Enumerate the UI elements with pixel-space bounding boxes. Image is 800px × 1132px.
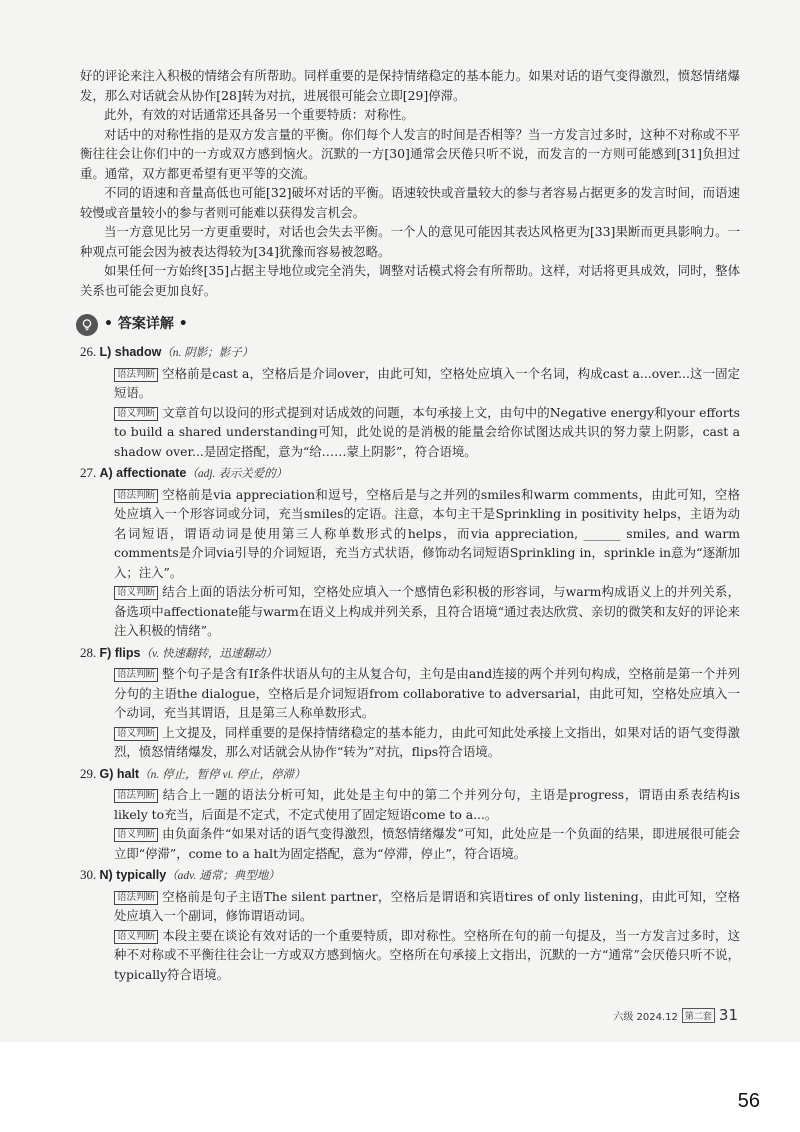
question-number: 29. — [80, 765, 97, 781]
judgement-tag: 语义判断 — [114, 727, 158, 741]
passage-paragraph-1: 好的评论来注入积极的情绪会有所帮助。同样重要的是保持情绪稳定的基本能力。如果对话的语气变得激烈，愤怒情绪爆发，那么对话就会从协作[28]转为对抗，进展很可能会立即[29]停滞。 — [80, 68, 740, 103]
passage-paragraph-3: 对话中的对称性指的是双方发言量的平衡。你们每个人发言的时间是否相等？当一方发言过多时，这种不对称或不平衡往往会让你们中的一方或双方感到恼火。沉默的一方[30]通常会厌倦只听不说，而发言的一方则可能感到[31]负担过重。通常，双方都更希望有更平等的交流。 — [80, 126, 740, 181]
question-number: 26. — [80, 344, 97, 359]
answer-heading — [80, 342, 740, 364]
section-title: • 答案详解 • — [104, 316, 188, 333]
judgement-tag: 语法判断 — [114, 789, 158, 803]
passage-paragraph-6: 如果任何一方始终[35]占据主导地位或完全消失，调整对话模式将会有所帮助。这样，对话将更具成效，同时，整体关系也可能会更加良好。 — [80, 263, 740, 298]
answer-item — [80, 342, 740, 461]
answer-heading — [80, 463, 740, 485]
answer-word: G) halt — [99, 766, 140, 781]
answer-item — [80, 643, 740, 762]
passage-paragraph-5: 当一方意见比另一方更重要时，对话也会失去平衡。一个人的意见可能因其表达风格更为[33]果断而更具影响力。一种观点可能会因为被表达得较为[34]犹豫而容易被忽略。 — [80, 224, 740, 259]
explanation-block — [114, 824, 740, 863]
explanation-block — [114, 664, 740, 723]
question-number: 27. — [80, 465, 97, 480]
question-number: 28. — [80, 644, 97, 660]
answer-list — [80, 342, 740, 984]
judgement-tag: 语法判断 — [114, 891, 158, 905]
explanation-block — [114, 785, 740, 824]
judgement-tag: 语义判断 — [114, 930, 158, 944]
explanation-block — [114, 582, 740, 641]
answer-item — [80, 764, 740, 864]
answer-explanation-header — [76, 314, 740, 336]
answer-gloss: （adj. 表示关爱的） — [186, 468, 288, 480]
page-footer — [613, 1006, 738, 1024]
question-number: 30. — [80, 867, 97, 882]
explanation-text: 结合上一题的语法分析可知，此处是主句中的第二个并列分句，主语是progress，谓语由系表结构is likely to充当，后面是不定式，不定式使用了固定短语come to a...。 — [114, 787, 740, 822]
answer-word: F) flips — [99, 645, 141, 660]
explanation-text: 上文提及，同样重要的是保持情绪稳定的基本能力，由此可知此处承接上文指出，如果对话的语气变得激烈，愤怒情绪爆发，那么对话就会从协作“转为”对抗，flips符合语境。 — [114, 724, 740, 759]
answer-gloss: （v. 快速翻转，迅速翻动） — [140, 647, 277, 660]
explanation-block — [114, 364, 740, 403]
passage-paragraph-4: 不同的语速和音量高低也可能[32]破坏对话的平衡。语速较快或音量较大的参与者容易占据更多的发言时间，而语速较慢或音量较小的参与者则可能难以获得发言机会。 — [80, 185, 740, 220]
explanation-text: 整个句子是含有If条件状语从句的主从复合句，主句是由and连接的两个并列句构成，空格前是第一个并列分句的主语the dialogue，空格后是介词短语from collaborative to adversarial，由此可知，空格处应填入一个动词，充当其谓语，且是第三人称单数形式。 — [114, 666, 740, 720]
explanation-text: 空格前是via appreciation和逗号，空格后是与之并列的smiles和warm comments，由此可知，空格处应填入一个形容词或分词，充当smiles的定语。注意，本句主干是Sprinkling in positivity helps，主语为动名词短语，谓语动词是使用第三人称单数形式的helps，而via appreciation, ______ smiles, and warm comments是介词via引导的介词短语，充当方式状语，修饰动名词短语Sprinkling in，sprinkle in意为“逐渐加入；注入”。 — [114, 486, 740, 580]
answer-word: N) typically — [99, 868, 167, 882]
answer-item — [80, 865, 740, 984]
answer-heading — [80, 764, 740, 786]
issue-box: 第二套 — [682, 1008, 715, 1023]
explanation-block — [114, 926, 740, 985]
answer-word: L) shadow — [99, 345, 162, 359]
scan-page-number: 56 — [737, 1090, 760, 1112]
judgement-tag: 语法判断 — [114, 668, 158, 682]
answer-word: A) affectionate — [99, 466, 187, 480]
page-content — [80, 66, 740, 984]
explanation-text: 空格前是cast a，空格后是介词over，由此可知，空格处应填入一个名词，构成cast a...over...这一固定短语。 — [114, 365, 740, 400]
explanation-block — [114, 403, 740, 462]
answer-item — [80, 463, 740, 641]
passage-paragraph-2: 此外，有效的对话通常还具备另一个重要特质：对称性。 — [104, 107, 414, 122]
judgement-tag: 语义判断 — [114, 407, 158, 421]
answer-gloss: （n. 停止，暂停 vi. 停止，停滞） — [139, 768, 306, 781]
judgement-tag: 语法判断 — [114, 489, 158, 503]
explanation-text: 本段主要在谈论有效对话的一个重要特质，即对称性。空格所在句的前一句提及，当一方发言过多时，这种不对称或不平衡往往会让一方或双方感到恼火。空格所在句承接上文指出，沉默的一方“通常”会厌倦只听不说，typically符合语境。 — [114, 927, 740, 982]
judgement-tag: 语义判断 — [114, 828, 158, 842]
explanation-block — [114, 723, 740, 762]
explanation-text: 空格前是句子主语The silent partner，空格后是谓语和宾语tires of only listening，由此可知，空格处应填入一个副词，修饰谓语动词。 — [114, 888, 740, 923]
page-number: 31 — [718, 1006, 738, 1024]
explanation-text: 文章首句以设问的形式提到对话成效的问题，本句承接上文，由句中的Negative energy和your efforts to build a shared understanding可知，此处说的是消极的能量会给你试图达成共识的努力蒙上阴影，cast a shadow over...是固定搭配，意为“给……蒙上阴影”，符合语境。 — [114, 404, 740, 459]
answer-gloss: （adv. 通常；典型地） — [166, 870, 280, 882]
answer-heading — [80, 865, 740, 887]
judgement-tag: 语法判断 — [114, 368, 158, 382]
explanation-block — [114, 485, 740, 583]
answer-gloss: （n. 阴影；影子） — [161, 347, 254, 359]
explanation-text: 由负面条件“如果对话的语气变得激烈，愤怒情绪爆发”可知，此处应是一个负面的结果，即进展很可能会立即“停滞”，come to a halt为固定搭配，意为“停滞，停止”，符合语境。 — [114, 826, 740, 861]
explanation-text: 结合上面的语法分析可知，空格处应填入一个感情色彩积极的形容词，与warm构成语义上的并列关系，备选项中affectionate能与warm在语义上构成并列关系，且符合语境“通过表达欣赏、亲切的微笑和友好的评论来注入积极的情绪”。 — [114, 584, 740, 638]
explanation-block — [114, 887, 740, 926]
judgement-tag: 语义判断 — [114, 586, 158, 600]
lightbulb-icon — [76, 314, 98, 336]
answer-heading — [80, 643, 740, 665]
issue-label: 六级 2024.12 — [613, 1011, 678, 1023]
